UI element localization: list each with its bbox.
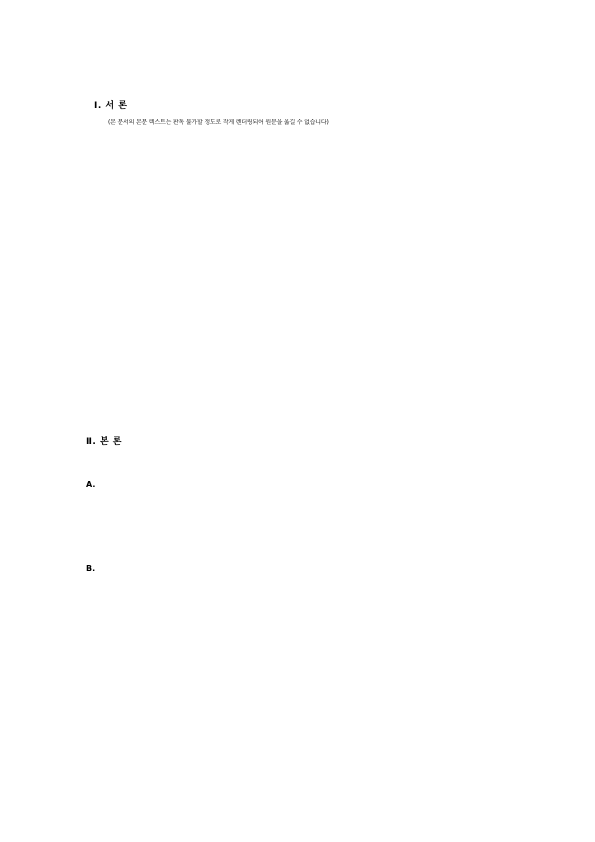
body-heading: Ⅱ. 본 론 — [86, 437, 123, 447]
section-a-label: A. — [86, 480, 96, 489]
section-b-title — [86, 563, 95, 574]
text-line: (본 문서의 본문 텍스트는 판독 불가할 정도로 작게 렌더링되어 원문을 옮길 수 없습니다) — [108, 119, 329, 126]
section-b-label: B. — [86, 564, 96, 573]
intro-heading: Ⅰ. 서 론 — [94, 101, 128, 111]
section-a-title — [86, 479, 95, 490]
